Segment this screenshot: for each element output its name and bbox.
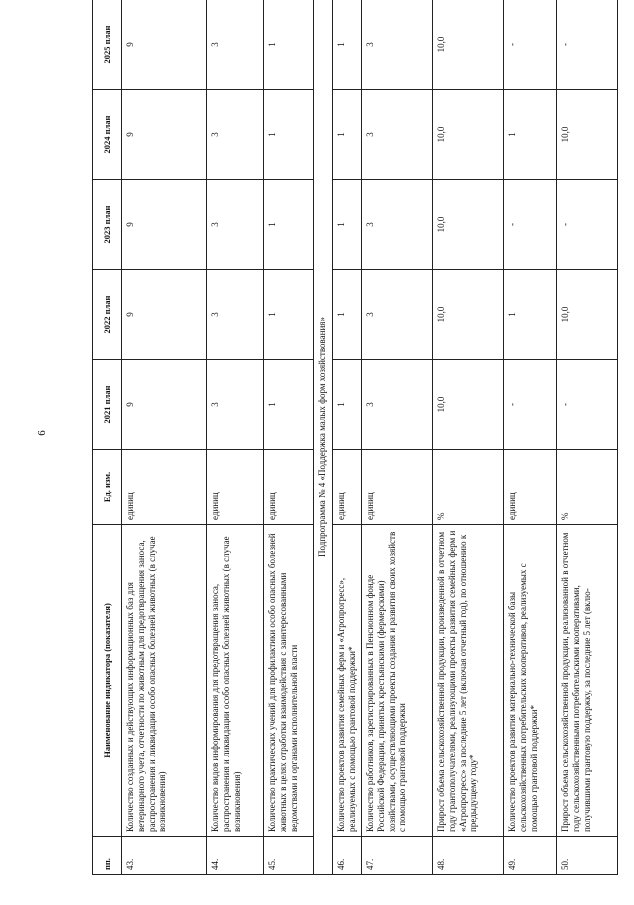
row-2021: 9 bbox=[122, 360, 207, 450]
indicators-table bbox=[92, 0, 618, 875]
row-2024: 1 bbox=[504, 90, 557, 180]
row-2022: 1 bbox=[264, 270, 314, 360]
header-2021: 2021 план bbox=[93, 360, 122, 450]
header-unit: Ед. изм. bbox=[93, 450, 122, 525]
row-2024: 1 bbox=[264, 90, 314, 180]
row-2023: 1 bbox=[264, 180, 314, 270]
table-row bbox=[433, 0, 504, 875]
row-name: Прирост объема сельскохозяйственной продукции, произведенной в отчетном году грантополучателями, реализующими проекты развития семейных ферм и «Агропрогресс» за последние 5 лет (включая отчетный год), по отношению к предыдущему году* bbox=[433, 525, 504, 837]
row-name: Количество проектов развития материально-технической базы сельскохозяйственных потребительских кооперативов, реализуемых с помощью грантовой поддержки* bbox=[504, 525, 557, 837]
subprogram-row bbox=[314, 0, 333, 875]
row-2022: 3 bbox=[362, 270, 433, 360]
row-2021: 10,0 bbox=[433, 360, 504, 450]
row-2025: - bbox=[504, 0, 557, 90]
row-2024: 3 bbox=[207, 90, 264, 180]
row-2022: 9 bbox=[122, 270, 207, 360]
row-name: Количество работников, зарегистрированных в Пенсионном фонде Российской Федерации, принятых крестьянскими (фермерскими) хозяйствами, осуществляющими проекты создания и развития своих хозяйств с помощью грантовой поддержки bbox=[362, 525, 433, 837]
row-2024: 10,0 bbox=[557, 90, 618, 180]
row-num: 50. bbox=[557, 837, 618, 875]
header-num: пп. bbox=[93, 837, 122, 875]
row-2022: 1 bbox=[504, 270, 557, 360]
row-unit: % bbox=[557, 450, 618, 525]
header-2023: 2023 план bbox=[93, 180, 122, 270]
row-2022: 10,0 bbox=[557, 270, 618, 360]
row-2022: 3 bbox=[207, 270, 264, 360]
row-unit: % bbox=[433, 450, 504, 525]
row-num: 47. bbox=[362, 837, 433, 875]
row-num: 48. bbox=[433, 837, 504, 875]
header-name: Наименование индикатора (показателя) bbox=[93, 525, 122, 837]
row-2021: 3 bbox=[207, 360, 264, 450]
row-2025: 1 bbox=[333, 0, 362, 90]
row-unit: единиц bbox=[504, 450, 557, 525]
row-2023: 9 bbox=[122, 180, 207, 270]
row-2023: 3 bbox=[362, 180, 433, 270]
page-number: 6 bbox=[36, 430, 48, 436]
row-2025: - bbox=[557, 0, 618, 90]
table-row bbox=[122, 0, 207, 875]
row-2025: 3 bbox=[362, 0, 433, 90]
table-row bbox=[207, 0, 264, 875]
rotated-content bbox=[92, 0, 633, 905]
rotated-page bbox=[92, 0, 633, 905]
table-row bbox=[504, 0, 557, 875]
row-2023: - bbox=[504, 180, 557, 270]
row-2021: 1 bbox=[264, 360, 314, 450]
row-name: Количество практических учений для профилактики особо опасных болезней животных в целях отработки взаимодействия с заинтересованными ведомствами и органами исполнительной власти bbox=[264, 525, 314, 837]
row-unit: единиц bbox=[122, 450, 207, 525]
row-name: Количество видов информирования для предотвращения заноса, распространения и ликвидации особо опасных болезней животных (в случае возникновения) bbox=[207, 525, 264, 837]
row-2024: 1 bbox=[333, 90, 362, 180]
row-2022: 1 bbox=[333, 270, 362, 360]
header-2022: 2022 план bbox=[93, 270, 122, 360]
row-2025: 10,0 bbox=[433, 0, 504, 90]
row-2023: 10,0 bbox=[433, 180, 504, 270]
table-row bbox=[333, 0, 362, 875]
header-2024: 2024 план bbox=[93, 90, 122, 180]
row-unit: единиц bbox=[333, 450, 362, 525]
row-num: 45. bbox=[264, 837, 314, 875]
row-2021: - bbox=[504, 360, 557, 450]
table-header-row bbox=[93, 0, 122, 875]
row-2023: 3 bbox=[207, 180, 264, 270]
row-unit: единиц bbox=[207, 450, 264, 525]
row-name: Количество созданных и действующих информационных баз для ветеринарного учета, отчетности по животным для предотвращения заноса, распространения и ликвидации особо опасных болезней животных (в случае возникновения) bbox=[122, 525, 207, 837]
row-2025: 3 bbox=[207, 0, 264, 90]
row-name: Прирост объема сельскохозяйственной продукции, реализованной в отчетном году сельскохозяйственными потребительскими кооперативами, получившими грантовую поддержку, за последние 5 лет (вклю- bbox=[557, 525, 618, 837]
row-2024: 3 bbox=[362, 90, 433, 180]
row-2021: 1 bbox=[333, 360, 362, 450]
row-num: 49. bbox=[504, 837, 557, 875]
table-row bbox=[557, 0, 618, 875]
row-2024: 9 bbox=[122, 90, 207, 180]
row-unit: единиц bbox=[264, 450, 314, 525]
row-num: 43. bbox=[122, 837, 207, 875]
header-2025: 2025 план bbox=[93, 0, 122, 90]
table-row bbox=[264, 0, 314, 875]
row-2025: 9 bbox=[122, 0, 207, 90]
row-2023: 1 bbox=[333, 180, 362, 270]
row-2022: 10,0 bbox=[433, 270, 504, 360]
row-2024: 10,0 bbox=[433, 90, 504, 180]
row-num: 44. bbox=[207, 837, 264, 875]
subprogram-title: Подпрограмма № 4 «Поддержка малых форм хозяйствования» bbox=[314, 0, 333, 875]
table-row bbox=[362, 0, 433, 875]
row-unit: единиц bbox=[362, 450, 433, 525]
row-name: Количество проектов развития семейных ферм и «Агропрогресс», реализуемых с помощью грантовой поддержки* bbox=[333, 525, 362, 837]
row-2023: - bbox=[557, 180, 618, 270]
row-2021: 3 bbox=[362, 360, 433, 450]
row-2021: - bbox=[557, 360, 618, 450]
row-num: 46. bbox=[333, 837, 362, 875]
row-2025: 1 bbox=[264, 0, 314, 90]
